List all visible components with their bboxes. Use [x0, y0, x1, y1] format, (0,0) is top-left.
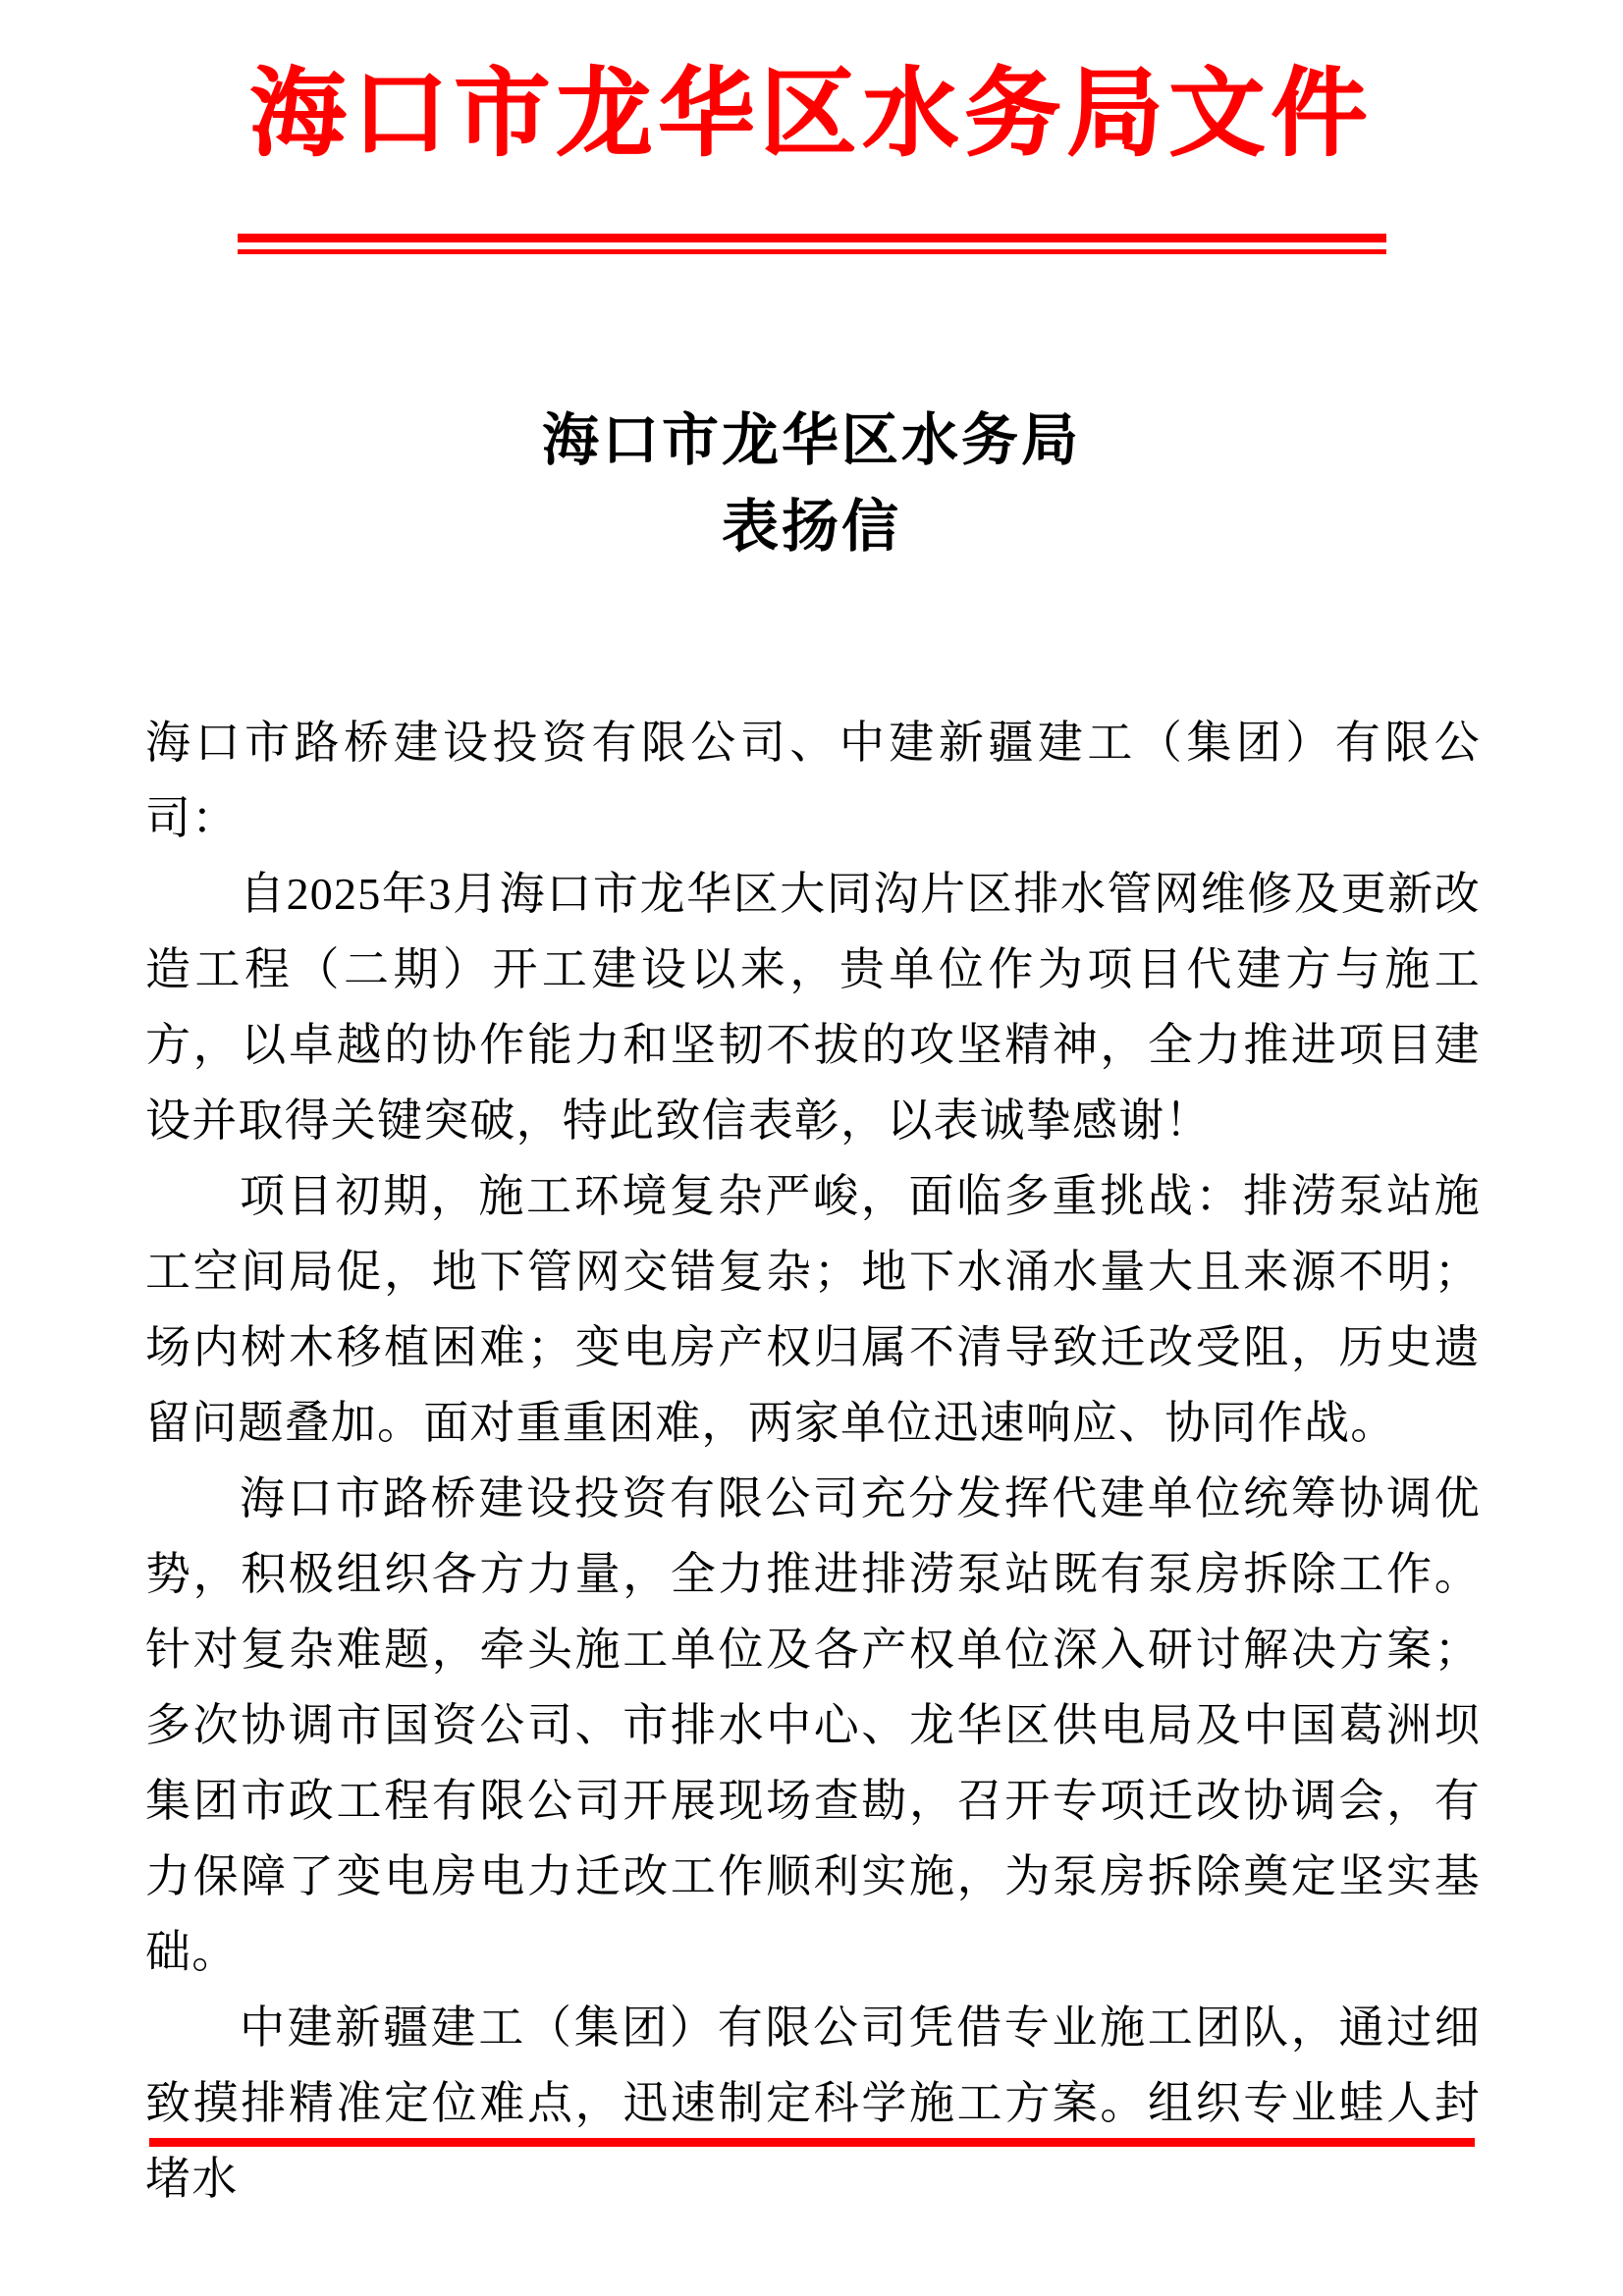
divider-rule-thin: [238, 249, 1386, 254]
document-heading: [0, 398, 1623, 570]
masthead: [0, 57, 1623, 175]
heading-doc-type: 表扬信: [721, 495, 901, 560]
divider-rule-gap: [238, 242, 1386, 249]
body-paragraph: 自2025年3月海口市龙华区大同沟片区排水管网维修及更新改造工程（二期）开工建设以来，贵单位作为项目代建方与施工方，以卓越的协作能力和坚韧不拔的攻坚精神，全力推进项目建设并取得关键突破，特此致信表彰，以表诚挚感谢！: [145, 869, 1481, 1146]
document-body: [145, 705, 1481, 2216]
heading-issuer: 海口市龙华区水务局: [541, 408, 1081, 472]
body-paragraph: 中建新疆建工（集团）有限公司凭借专业施工团队，通过细致摸排精准定位难点，迅速制定科学施工方案。组织专业蛙人封堵水: [145, 2002, 1481, 2204]
footer-red-bar: [149, 2138, 1475, 2147]
body-paragraph: 海口市路桥建设投资有限公司充分发挥代建单位统筹协调优势，积极组织各方力量，全力推进排涝泵站既有泵房拆除工作。针对复杂难题，牵头施工单位及各产权单位深入研讨解决方案；多次协调市国资公司、市排水中心、龙华区供电局及中国葛洲坝集团市政工程有限公司开展现场查勘，召开专项迁改协调会，有力保障了变电房电力迁改工作顺利实施，为泵房拆除奠定坚实基础。: [145, 1473, 1481, 1977]
masthead-title: 海口市龙华区水务局文件: [249, 62, 1374, 168]
body-paragraph: 项目初期，施工环境复杂严峻，面临多重挑战：排涝泵站施工空间局促，地下管网交错复杂；地下水涌水量大且来源不明；场内树木移植困难；变电房产权归属不清导致迁改受阻，历史遗留问题叠加。面对重重困难，两家单位迅速响应、协同作战。: [145, 1171, 1481, 1448]
masthead-divider: [238, 234, 1386, 254]
divider-rule-thick: [238, 234, 1386, 242]
body-salutation: 海口市路桥建设投资有限公司、中建新疆建工（集团）有限公司：: [145, 718, 1481, 843]
